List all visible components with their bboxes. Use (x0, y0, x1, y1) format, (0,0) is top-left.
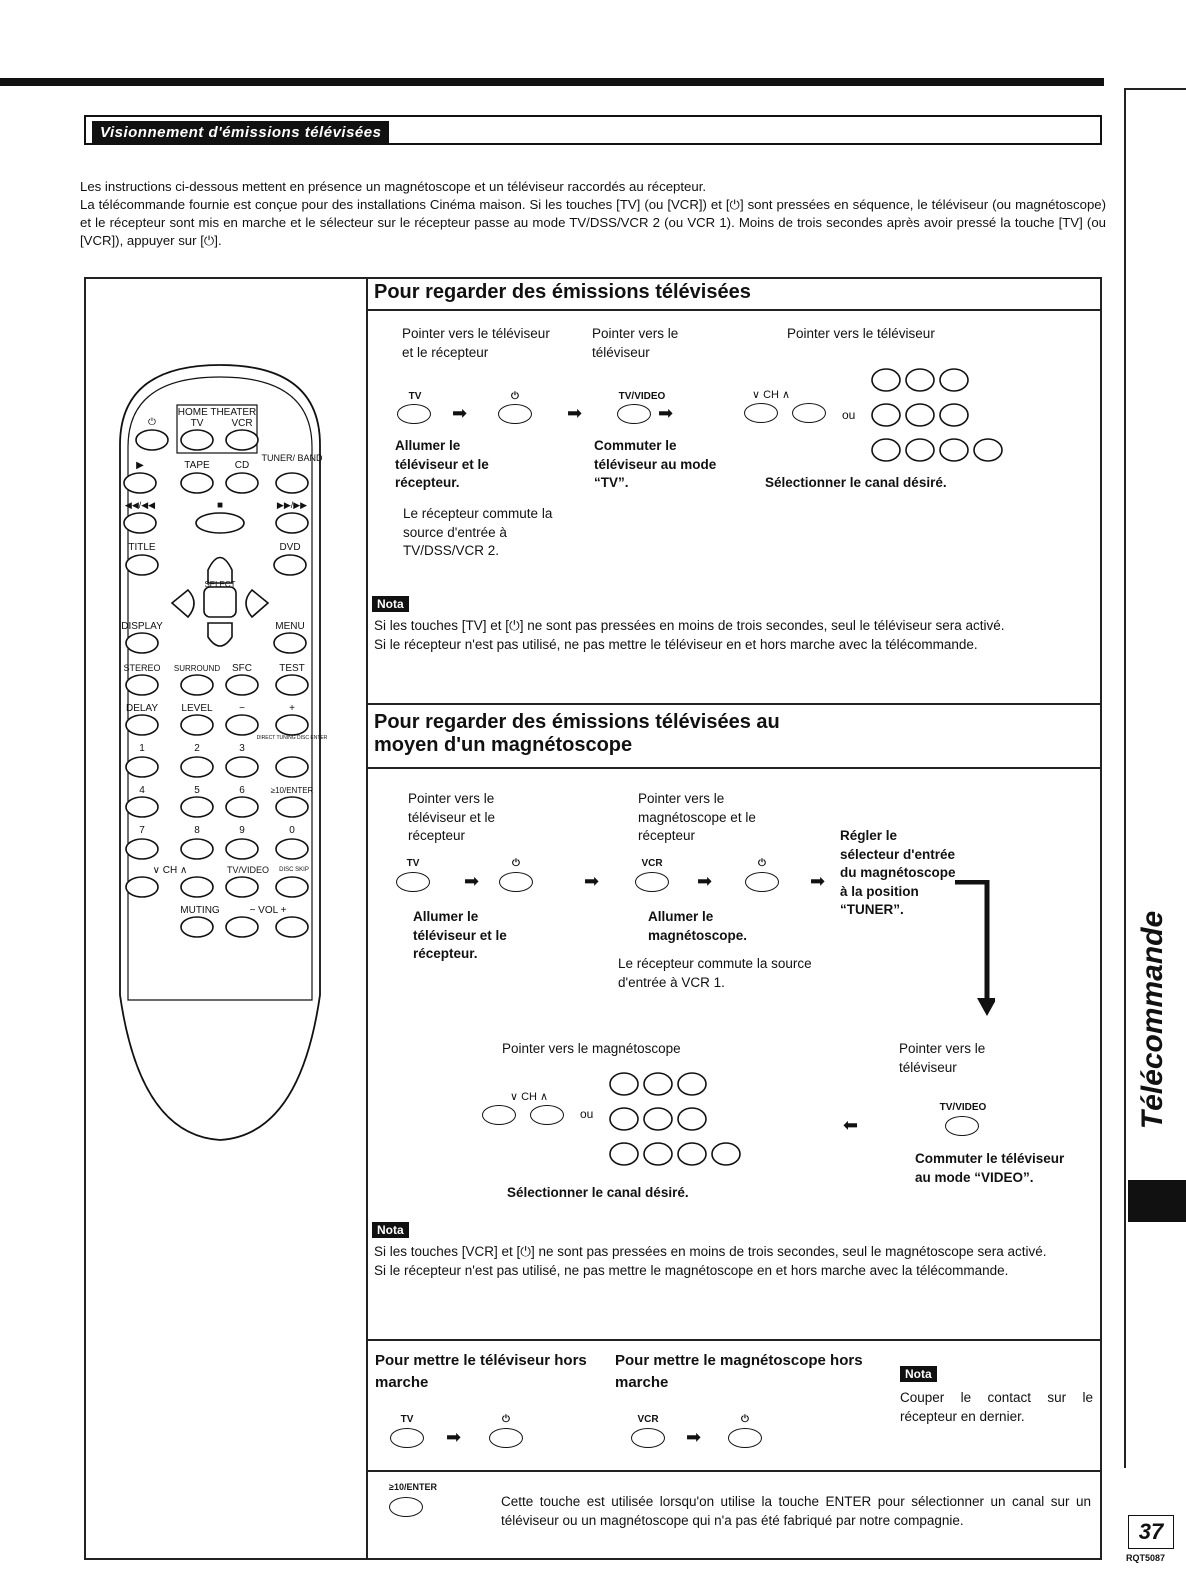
svg-text:≥10/ENTER: ≥10/ENTER (270, 786, 314, 795)
watch-tv-nota (374, 616, 1088, 654)
arrow-icon: ➡ (464, 871, 480, 891)
watch-tv-title: Pour regarder des émissions télévisées (374, 281, 751, 303)
svg-text:−: − (239, 703, 245, 714)
intro-line-2: La télécommande fournie est conçue pour des installations Cinéma maison. Si les touches [TV] (ou [VCR]) et [⏻] sont pressées en séquence, le téléviseur (ou magnétoscope) et le récepteur sont mis en marche et le sélecteur sur le récepteur passe au mode TV/DSS/VCR 2 (ou VCR 1). Moins de trois secondes après avoir pressé la touche [TV] (ou [VCR]), appuyer sur [⏻]. (80, 197, 1106, 248)
power-button-label: ⏻ (502, 1414, 510, 1425)
number-keys-icon (604, 1064, 764, 1169)
power-button-label: ⏻ (758, 858, 766, 869)
svg-text:∨ CH ∧: ∨ CH ∧ (152, 865, 188, 876)
svg-text:DISC SKIP: DISC SKIP (279, 867, 309, 873)
power-button (499, 872, 533, 892)
ch-down-button (744, 403, 778, 423)
svg-text:▶: ▶ (136, 460, 144, 471)
tv-button (397, 404, 431, 424)
vcr-button (635, 872, 669, 892)
vcr-button-label: VCR (641, 858, 663, 869)
watch-vcr-step5-action: Sélectionner le canal désiré. (507, 1185, 689, 1200)
sidebar-section-label: Télécommande (1136, 910, 1169, 1130)
remote-control-illustration (100, 355, 340, 1145)
svg-text:9: 9 (239, 825, 245, 836)
column-divider (366, 277, 368, 1560)
svg-text:TV/VIDEO: TV/VIDEO (226, 865, 270, 875)
tv-button-label: TV (406, 858, 420, 869)
arrow-icon: ➡ (686, 1427, 702, 1447)
svg-text:TEST: TEST (279, 663, 305, 674)
svg-text:8: 8 (194, 825, 200, 836)
svg-text:2: 2 (194, 743, 200, 754)
arrow-icon: ➡ (567, 403, 583, 423)
watch-vcr-step2-action: Allumer le magnétoscope. (648, 909, 748, 943)
enter-note-text: Cette touche est utilisée lorsqu'on utilise la touche ENTER pour sélectionner un canal sur un téléviseur ou un magnétoscope qui n'a pas été fabriqué par notre compagnie. (501, 1494, 1091, 1528)
power-button (498, 404, 532, 424)
watch-tv-nota-2: Si le récepteur n'est pas utilisé, ne pas mettre le téléviseur en et hors marche avec la télécommande. (374, 637, 978, 652)
ch-label: ∨ CH ∧ (752, 389, 791, 401)
tvvideo-button (945, 1116, 979, 1136)
intro-line-1: Les instructions ci-dessous mettent en présence un magnétoscope et un téléviseur raccordés au récepteur. (80, 179, 707, 194)
power-button-label: ⏻ (511, 391, 519, 402)
svg-text:7: 7 (139, 825, 145, 836)
watch-tv-step1-point: Pointer vers le téléviseur et le récepteur (402, 326, 550, 360)
watch-vcr-nota-2: Si le récepteur n'est pas utilisé, ne pas mettre le magnétoscope en et hors marche avec la télécommande. (374, 1263, 1009, 1278)
tv-button (396, 872, 430, 892)
svg-text:3: 3 (239, 743, 245, 754)
vcr-button-label: VCR (637, 1414, 659, 1425)
watch-vcr-step5-point: Pointer vers le magnétoscope (502, 1041, 681, 1056)
nota-badge: Nota (900, 1365, 937, 1383)
watch-vcr-step1-action: Allumer le téléviseur et le récepteur. (413, 909, 507, 961)
svg-text:⏻: ⏻ (148, 417, 156, 428)
ou-text: ou (580, 1107, 594, 1121)
tv-off-title: Pour mettre le téléviseur hors marche (375, 1352, 587, 1391)
arrow-icon: ➡ (697, 871, 713, 891)
number-keys-icon (866, 360, 1026, 465)
watch-tv-step2-action: Commuter le téléviseur au mode “TV”. (594, 438, 717, 490)
ch-up-button (530, 1105, 564, 1125)
svg-text:LEVEL: LEVEL (181, 703, 213, 714)
vcr-button (631, 1428, 665, 1448)
section-rule (366, 703, 1102, 705)
svg-text:SURROUND: SURROUND (173, 664, 221, 673)
svg-text:VCR: VCR (231, 418, 253, 429)
svg-text:DIRECT TUNING DISC ENTER: DIRECT TUNING DISC ENTER (256, 735, 328, 741)
svg-text:6: 6 (239, 785, 245, 796)
watch-tv-step1-note: Le récepteur commute la source d'entrée à TV/DSS/VCR 2. (403, 506, 553, 558)
section-rule (366, 1339, 1102, 1341)
svg-text:+: + (289, 703, 295, 714)
arrow-icon: ➡ (810, 871, 826, 891)
enter-button-label: ≥10/ENTER (389, 1482, 437, 1492)
svg-text:1: 1 (139, 743, 145, 754)
power-button-label: ⏻ (741, 1414, 749, 1425)
section-rule (366, 1470, 1102, 1472)
svg-text:5: 5 (194, 785, 200, 796)
svg-text:◀◀/◀◀: ◀◀/◀◀ (124, 500, 156, 510)
svg-text:4: 4 (139, 785, 145, 796)
svg-text:TUNER/ BAND: TUNER/ BAND (261, 453, 323, 463)
ch-label: ∨ CH ∧ (510, 1091, 549, 1103)
section-heading (84, 115, 1102, 145)
svg-text:CD: CD (234, 460, 250, 471)
section-title: Visionnement d'émissions télévisées (92, 121, 389, 144)
power-button (489, 1428, 523, 1448)
power-button (728, 1428, 762, 1448)
tv-button-label: TV (400, 1414, 414, 1425)
svg-text:− VOL +: − VOL + (249, 905, 287, 916)
svg-text:DVD: DVD (279, 542, 301, 553)
section-tab (1128, 1180, 1186, 1222)
top-rule (0, 78, 1104, 86)
power-button-label: ⏻ (512, 858, 520, 869)
watch-tv-title-rule (366, 309, 1102, 311)
watch-tv-step3-action: Sélectionner le canal désiré. (765, 475, 947, 490)
svg-text:0: 0 (289, 825, 295, 836)
nota-badge: Nota (372, 1221, 409, 1239)
ch-up-button (792, 403, 826, 423)
page-number: 37 (1128, 1515, 1174, 1549)
svg-text:▶▶/▶▶: ▶▶/▶▶ (276, 500, 308, 510)
off-nota-text: Couper le contact sur le récepteur en dernier. (900, 1390, 1093, 1424)
nota-badge: Nota (372, 595, 409, 613)
watch-vcr-nota (374, 1242, 1088, 1280)
watch-vcr-title-rule (366, 767, 1102, 769)
arrow-icon: ➡ (452, 403, 468, 423)
watch-tv-nota-1: Si les touches [TV] et [⏻] ne sont pas pressées en moins de trois secondes, seul le téléviseur sera activé. (374, 618, 1005, 633)
watch-vcr-title-line1: Pour regarder des émissions télévisées au (374, 711, 780, 733)
ch-down-button (482, 1105, 516, 1125)
svg-text:MUTING: MUTING (180, 905, 220, 916)
enter-button (389, 1497, 423, 1517)
watch-tv-step3-point: Pointer vers le téléviseur (787, 326, 935, 341)
down-flow-arrow-icon (955, 880, 995, 1020)
document-code: RQT5087 (1126, 1553, 1166, 1563)
vcr-off-title: Pour mettre le magnétoscope hors marche (615, 1352, 863, 1391)
side-rule (1124, 88, 1126, 1468)
svg-text:DISPLAY: DISPLAY (121, 621, 163, 632)
tv-button (390, 1428, 424, 1448)
tvvideo-button (617, 404, 651, 424)
ou-text: ou (842, 408, 856, 422)
tvvideo-button-label: TV/VIDEO (939, 1102, 987, 1113)
watch-vcr-step4-action: Commuter le téléviseur au mode “VIDEO”. (915, 1151, 1065, 1185)
watch-vcr-step3-action: Régler le sélecteur d'entrée du magnétoscope à la position “TUNER”. (840, 828, 956, 917)
svg-text:TAPE: TAPE (184, 460, 210, 471)
svg-text:STEREO: STEREO (123, 663, 161, 673)
arrow-icon: ➡ (658, 403, 674, 423)
arrow-icon: ➡ (446, 1427, 462, 1447)
watch-vcr-step2-note: Le récepteur commute la source d'entrée à VCR 1. (618, 956, 812, 990)
watch-vcr-title (374, 711, 780, 757)
svg-text:SELECT: SELECT (204, 580, 236, 589)
watch-tv-step1-action: Allumer le téléviseur et le récepteur. (395, 438, 489, 490)
watch-vcr-step1-point: Pointer vers le téléviseur et le récepteur (408, 791, 496, 843)
arrow-icon: ➡ (584, 871, 600, 891)
watch-vcr-nota-1: Si les touches [VCR] et [⏻] ne sont pas pressées en moins de trois secondes, seul le magnétoscope sera activé. (374, 1244, 1047, 1259)
watch-vcr-step4-point: Pointer vers le téléviseur (899, 1041, 986, 1075)
side-rule-top (1124, 88, 1186, 90)
svg-text:DELAY: DELAY (125, 703, 159, 714)
watch-vcr-step2-point: Pointer vers le magnétoscope et le récepteur (638, 791, 756, 843)
svg-text:■: ■ (216, 500, 224, 511)
power-button (745, 872, 779, 892)
svg-text:TITLE: TITLE (128, 542, 156, 553)
intro (80, 178, 1106, 250)
watch-vcr-title-line2: moyen d'un magnétoscope (374, 734, 633, 756)
tvvideo-button-label: TV/VIDEO (618, 391, 666, 402)
tv-button-label: TV (408, 391, 422, 402)
svg-text:MENU: MENU (275, 621, 305, 632)
svg-text:SFC: SFC (232, 663, 252, 674)
remote-home-theater-label: HOME THEATER (177, 407, 257, 418)
left-arrow-icon: ⬅ (843, 1115, 859, 1135)
watch-tv-step2-point: Pointer vers le téléviseur (592, 326, 679, 360)
svg-text:TV: TV (190, 418, 204, 429)
